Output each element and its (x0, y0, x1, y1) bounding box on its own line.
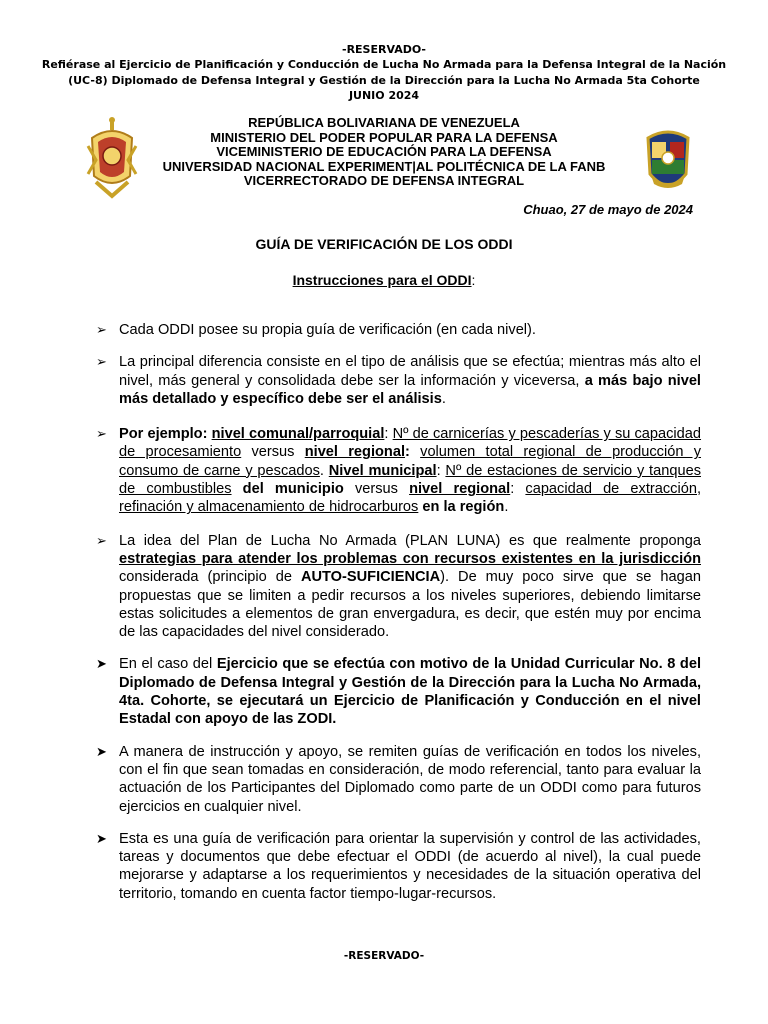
bullet-item-6 (96, 743, 701, 816)
bullet-3-text (410, 444, 420, 460)
bullet-3-text: versus (343, 481, 410, 498)
bullet-item-1 (96, 321, 701, 339)
bullet-item-7 (96, 830, 701, 903)
arrow-bullet-solid-icon: ➤ (96, 743, 107, 759)
institution-line-vice-rectorate: VICERRECTORADO DE DEFENSA INTEGRAL (243, 173, 525, 188)
bullet-item-3 (96, 425, 701, 516)
document-date: Chuao, 27 de mayo de 2024 (523, 202, 693, 217)
bullet-4-text: considerada (principio de (119, 569, 301, 586)
bullet-3-level-communal: nivel comunal/parroquial (211, 426, 385, 443)
classification-footer: -RESERVADO- (343, 950, 425, 962)
arrow-bullet-icon: ➢ (96, 532, 107, 548)
arrow-bullet-solid-icon: ➤ (96, 830, 107, 846)
classification-header: -RESERVADO- (342, 43, 426, 56)
bullet-7-text: Esta es una guía de verificación para orientar la supervisión y control de las actividades, tareas y documentos que debe efectuar el ODDI (de acuerdo al nivel), la cual puede mejorarse y adaptarse a los requerimientos y necesidades de la situación operativa del territorio, tomando en cuenta factor tiempo-lugar-recursos. (119, 830, 701, 902)
bullet-3-underlined: Nº de carnicerías y pescaderías y su capacidad de procesamiento (119, 426, 702, 461)
bullet-3-text: : (510, 481, 526, 498)
bullet-2-text: La principal diferencia consiste en el tipo de análisis que se efectúa; mientras más alto el nivel, más general y consolidada debe ser la información y viceversa, (119, 354, 701, 389)
bullet-5-text: En el caso del (119, 656, 217, 673)
bullet-4-text: ). De muy poco sirve que se hagan propuestas que se limiten a pedir recursos a los niveles superiores, debiendo limitarse estas solicitudes a elementos de gran envergadura, es decir, que estén muy por encima de las capacidades del nivel considerado. (119, 569, 702, 641)
bullet-3-underlined: capacidad de extracción, refinación y almacenamiento de hidrocarburos (119, 481, 701, 516)
bullet-3-level-regional: nivel regional (304, 444, 405, 461)
bullet-item-5 (96, 655, 701, 728)
bullet-4-text: La idea del Plan de Lucha No Armada (PLAN LUNA) es que realmente proponga (119, 532, 701, 549)
bullet-2-bold: a más bajo nivel más detallado y específico debe ser el análisis (119, 372, 701, 407)
bullet-3-text: . (319, 462, 329, 479)
bullet-1-text: Cada ODDI posee su propia guía de verificación (en cada nivel). (119, 322, 536, 338)
bullet-2-end: . (441, 390, 446, 407)
bullet-3-level-municipal: Nivel municipal (328, 462, 437, 479)
bullet-3-level-regional: nivel regional (409, 481, 511, 498)
reference-line-2: (UC-8) Diplomado de Defensa Integral y Gestión de la Dirección para la Lucha No Armada 5ta Cohorte (68, 73, 700, 87)
bullet-4-bold: AUTO-SUFICIENCIA (300, 569, 441, 586)
bullet-6-text: A manera de instrucción y apoyo, se remiten guías de verificación en todos los niveles, con el fin que sean tomadas en consideración, de modo referencial, tanto para evaluar la actuación de los Participantes del Diplomado como parte de un ODDI como para futuros ejercicios en cualquier nivel. (119, 743, 701, 815)
arrow-bullet-icon: ➢ (96, 354, 107, 370)
arrow-bullet-icon: ➢ (96, 426, 107, 442)
bullet-4-bold-underlined: estrategias para atender los problemas con recursos existentes en la jurisdicción (119, 550, 701, 567)
instructions-list (96, 321, 701, 903)
instructions-heading (0, 272, 768, 288)
bullet-3-bold-colon: : (405, 444, 410, 461)
arrow-bullet-icon: ➢ (96, 322, 107, 337)
bullet-3-text: versus (241, 444, 305, 461)
bullet-3-underlined: Nº de estaciones de servicio y tanques de combustibles (119, 462, 701, 498)
bullet-3-bold-example: Por ejemplo: (119, 426, 208, 443)
institution-line-ministry: MINISTERIO DEL PODER POPULAR PARA LA DEFENSA (210, 129, 558, 145)
bullet-item-4 (96, 532, 701, 642)
bullet-3-underlined: volumen total regional de producción y consumo de carne y pescados (119, 444, 702, 479)
bullet-3-text (232, 481, 243, 497)
bullet-3-bold: del municipio (242, 481, 344, 498)
bullet-3-text: . (504, 499, 509, 516)
bullet-item-2 (96, 353, 701, 408)
instructions-heading-text: Instrucciones para el ODDI (292, 272, 472, 288)
bullet-3-text: : (384, 426, 393, 443)
instructions-heading-colon: : (471, 272, 476, 288)
document-title: GUÍA DE VERIFICACIÓN DE LOS ODDI (255, 236, 513, 252)
institution-line-republic: REPÚBLICA BOLIVARIANA DE VENEZUELA (248, 115, 520, 130)
bullet-5-bold: Ejercicio que se efectúa con motivo de la Unidad Curricular No. 8 del Diplomado de Defensa Integral y Gestión de la Dirección para la Lucha No Armada, 4ta. Cohorte, se ejecutará un Ejercicio de Planificación y Conducción en el nivel Estadal con apoyo de las ZODI. (119, 656, 702, 728)
reference-line-1: Refiérase al Ejercicio de Planificación y Conducción de Lucha No Armada para la Defensa Integral de la Nación (41, 58, 727, 71)
institution-line-vice-ministry: VICEMINISTERIO DE EDUCACIÓN PARA LA DEFENSA (216, 144, 552, 159)
reference-date-line: JUNIO 2024 (348, 89, 420, 102)
institution-line-university: UNIVERSIDAD NACIONAL EXPERIMENT|AL POLITÉCNICA DE LA FANB (162, 158, 606, 174)
bullet-3-bold: en la región (422, 499, 505, 516)
arrow-bullet-solid-icon: ➤ (96, 656, 107, 672)
bullet-3-text: : (436, 462, 446, 479)
